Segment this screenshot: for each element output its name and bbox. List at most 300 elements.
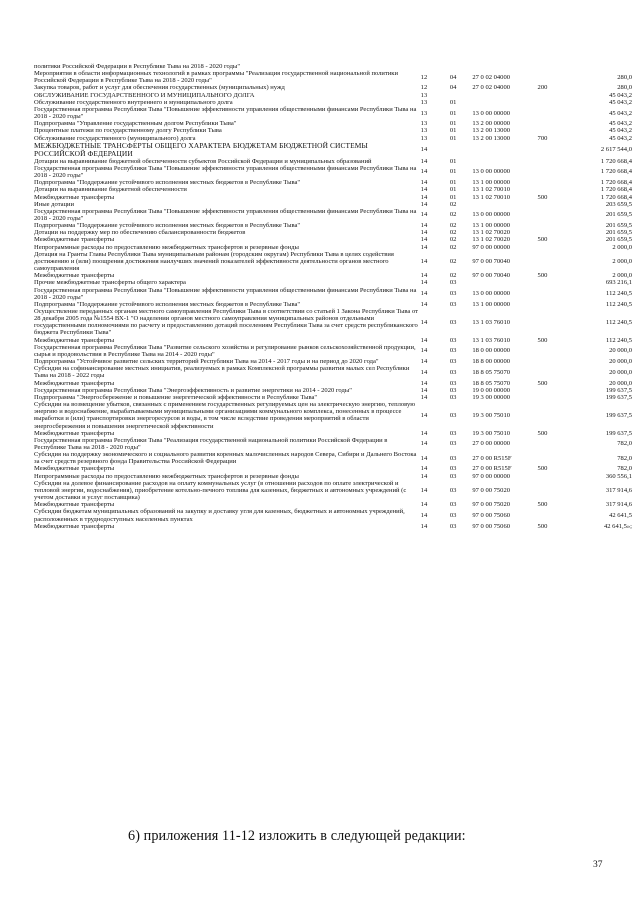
- row-subsection-code: 03: [449, 486, 457, 494]
- row-name: Прочие межбюджетные трансферты общего характера: [34, 279, 186, 287]
- row-target-article-code: 97 0 00 70040: [472, 272, 511, 280]
- row-name: Межбюджетные трансферты: [34, 501, 115, 509]
- row-name: Подпрограмма "Поддержание устойчивого исполнения местных бюджетов в Республике Тыва": [34, 300, 301, 308]
- row-section-code: 12: [420, 73, 428, 81]
- table-row: [34, 222, 632, 229]
- row-expense-type-code: 500: [537, 236, 548, 244]
- row-target-article-code: 13 1 00 00000: [472, 179, 511, 187]
- row-expense-type-code: [538, 158, 567, 165]
- row-subsection-code: 01: [449, 157, 457, 165]
- row-section-code: 14: [420, 501, 428, 509]
- row-expense-type-code: [538, 365, 567, 379]
- row-name: Межбюджетные трансферты: [34, 522, 115, 530]
- row-amount: 317 914,6: [605, 486, 632, 494]
- table-row: [34, 92, 632, 99]
- row-expense-type-code: [538, 251, 567, 272]
- row-expense-type-code: 500: [537, 336, 548, 344]
- row-target-article-code: 13 2 00 00000: [472, 120, 511, 128]
- row-name: Иные дотации: [34, 200, 75, 208]
- row-expense-type-code: [538, 99, 567, 106]
- row-expense-type-code: 500: [537, 522, 548, 530]
- row-subsection-code: 02: [449, 243, 457, 251]
- row-name: Государственная программа Республики Тыва "Развитие сельского хозяйства и регулирование рынков сельскохозяйственной продукции, сырья и продовольствия в Республике Тыва на 2014 - 2020 годы": [34, 343, 416, 358]
- amendment-instruction: 6) приложения 11-12 изложить в следующей редакции:: [128, 828, 466, 844]
- row-name: Субсидия на поддержку экономического и социального развития коренных малочисленных народов Севера, Сибири и Дальнего Востока за счет средств резервного фонда Правительства Российской Федерации: [34, 451, 417, 466]
- table-row: [34, 401, 632, 430]
- row-amount: 20 000,0: [609, 379, 632, 387]
- row-target-article-code: 13 2 00 13000: [472, 134, 511, 142]
- row-subsection-code: 02: [449, 211, 457, 219]
- row-target-article-code: 13 1 02 70020: [472, 236, 511, 244]
- row-expense-type-code: 500: [537, 193, 548, 201]
- row-name: Дотация на Гранты Главы Республики Тыва муниципальным районам (городским округам) Республики Тыва в целях содействия достижению и (или) поощрения достижения наилучших значений показателей эффективности деятельности органов местного самоуправления: [34, 250, 394, 273]
- row-section-code: 14: [420, 179, 428, 187]
- row-section-code: 13: [420, 91, 428, 99]
- row-name: Межбюджетные трансферты: [34, 429, 115, 437]
- row-name: Мероприятия в области информационных технологий в рамках программы "Реализация государственной национальной политики Российской Федерации в Республике Тыва на 2018 - 2020 годы": [34, 70, 398, 85]
- row-subsection-code: 03: [449, 429, 457, 437]
- row-subsection-code: 03: [449, 501, 457, 509]
- row-subsection-code: 03: [449, 358, 457, 366]
- row-target-article-code: 13 1 00 00000: [472, 300, 511, 308]
- row-amount: 2 000,0: [612, 243, 632, 251]
- row-amount: 112 240,5: [606, 318, 632, 326]
- row-target-article-code: 19 3 00 75010: [472, 429, 511, 437]
- row-target-article-code: 97 0 00 75060: [472, 522, 511, 530]
- row-amount: 112 240,5: [606, 300, 632, 308]
- table-row: [34, 120, 632, 127]
- table-row: [34, 127, 632, 134]
- row-subsection-code: 01: [449, 134, 457, 142]
- table-row: [34, 451, 632, 465]
- row-expense-type-code: 700: [537, 134, 548, 142]
- row-expense-type-code: [538, 186, 567, 193]
- row-expense-type-code: 200: [537, 84, 548, 92]
- row-expense-type-code: [538, 279, 567, 286]
- table-row: [34, 430, 632, 437]
- row-target-article-code: 13 2 00 13000: [472, 127, 511, 135]
- row-name: ОБСЛУЖИВАНИЕ ГОСУДАРСТВЕННОГО И МУНИЦИПАЛЬНОГО ДОЛГА: [34, 91, 255, 99]
- table-row: [34, 186, 632, 193]
- row-expense-type-code: [538, 287, 567, 301]
- row-amount: 199 637,5: [605, 386, 632, 394]
- table-row: [34, 70, 632, 84]
- row-target-article-code: 13 1 02 70010: [472, 186, 511, 194]
- row-subsection-code: 03: [449, 511, 457, 519]
- row-name: Процентные платежи по государственному долгу Республики Тыва: [34, 127, 222, 135]
- table-row: [34, 272, 632, 279]
- row-subsection-code: 01: [449, 120, 457, 128]
- row-subsection-code: 01: [449, 98, 457, 106]
- row-section-code: 14: [420, 193, 428, 201]
- row-expense-type-code: [538, 92, 567, 99]
- row-expense-type-code: 500: [537, 272, 548, 280]
- row-name: политики Российской Федерации в Республике Тыва на 2018 - 2020 годы": [34, 63, 241, 70]
- row-section-code: 14: [420, 243, 428, 251]
- row-amount: 1 720 668,4: [600, 179, 632, 187]
- row-amount: 782,0: [617, 454, 632, 462]
- row-name: Закупка товаров, работ и услуг для обеспечения государственных (муниципальных) нужд: [34, 84, 285, 92]
- row-target-article-code: 97 0 00 70040: [472, 257, 511, 265]
- row-expense-type-code: [538, 508, 567, 522]
- row-target-article-code: 13 0 00 00000: [472, 290, 511, 298]
- row-section-code: [421, 63, 450, 70]
- row-amount: 199 637,5: [605, 393, 632, 401]
- row-target-article-code: 13 0 00 00000: [472, 109, 511, 117]
- row-name: Межбюджетные трансферты: [34, 379, 115, 387]
- row-target-article-code: 97 0 00 75060: [472, 511, 511, 519]
- row-name: Субсидия на софинансирование местных инициатив, реализуемых в рамках Комплексной программы развития малых сел Республики Тыва на 2018 - 2022 годы: [34, 365, 410, 380]
- row-name: Обслуживание государственного внутреннего и муниципального долга: [34, 98, 233, 106]
- row-subsection-code: 02: [449, 200, 457, 208]
- row-section-code: 14: [420, 522, 428, 530]
- table-row: [34, 251, 632, 272]
- row-subsection-code: 03: [449, 279, 457, 287]
- row-section-code: 14: [420, 358, 428, 366]
- table-row: [34, 394, 632, 401]
- row-name: Межбюджетные трансферты: [34, 272, 115, 280]
- row-target-article-code: 18 8 00 00000: [472, 358, 511, 366]
- row-subsection-code: 04: [449, 73, 457, 81]
- table-row: [34, 201, 632, 208]
- row-section-code: 14: [420, 272, 428, 280]
- row-section-code: 12: [420, 84, 428, 92]
- table-row: [34, 437, 632, 451]
- table-row: [34, 308, 632, 337]
- row-target-article-code: 97 0 00 75020: [472, 501, 511, 509]
- table-row: [34, 229, 632, 236]
- row-target-article-code: 27 0 02 04000: [472, 73, 511, 81]
- row-amount: 20 000,0: [609, 368, 632, 376]
- table-row: [34, 179, 632, 186]
- row-target-article-code: 97 0 00 00000: [472, 472, 511, 480]
- row-subsection-code: [450, 92, 472, 99]
- table-row: [34, 337, 632, 344]
- row-amount: 45 043,2: [609, 120, 632, 128]
- row-section-code: 14: [420, 300, 428, 308]
- table-row: [34, 279, 632, 286]
- row-name: Межбюджетные трансферты: [34, 465, 115, 473]
- table-row: [34, 480, 632, 501]
- row-expense-type-code: [538, 142, 567, 158]
- row-expense-type-code: [538, 358, 567, 365]
- table-row: [34, 287, 632, 301]
- row-amount: 201 659,5: [605, 211, 632, 219]
- row-subsection-code: 03: [449, 393, 457, 401]
- row-expense-type-code: 500: [537, 465, 548, 473]
- row-section-code: 13: [420, 127, 428, 135]
- row-section-code: 14: [420, 429, 428, 437]
- row-expense-type-code: [538, 387, 567, 394]
- table-row: [34, 106, 632, 120]
- row-name: Государственная программа Республики Тыва "Повышение эффективности управления общественными финансами Республики Тыва на 2018 - 2020 годы": [34, 164, 417, 180]
- row-target-article-code: 97 0 00 00000: [472, 243, 511, 251]
- row-amount: 20 000,0: [609, 358, 632, 366]
- row-expense-type-code: [538, 208, 567, 222]
- row-amount: 2 000,0: [612, 272, 632, 280]
- row-section-code: 14: [420, 336, 428, 344]
- row-name: Межбюджетные трансферты: [34, 336, 115, 344]
- row-expense-type-code: [538, 222, 567, 229]
- table-row: [34, 99, 632, 106]
- row-expense-type-code: [538, 344, 567, 358]
- row-target-article-code: 18 0 00 00000: [472, 347, 511, 355]
- row-section-code: 14: [420, 368, 428, 376]
- row-expense-type-code: 500: [537, 429, 548, 437]
- row-section-code: 14: [420, 200, 428, 208]
- row-section-code: 14: [420, 279, 428, 287]
- row-amount: 45 043,2: [609, 127, 632, 135]
- row-amount: 20 000,0: [609, 347, 632, 355]
- row-expense-type-code: [538, 451, 567, 465]
- row-amount: [567, 63, 632, 70]
- row-amount: 1 720 668,4: [600, 157, 632, 165]
- row-name: Подпрограмма "Энергосбережение и повышение энергетической эффективности в Республике Тыва": [34, 393, 318, 401]
- row-subsection-code: 03: [449, 411, 457, 419]
- row-section-code: 13: [420, 120, 428, 128]
- row-section-code: 14: [420, 347, 428, 355]
- row-subsection-code: [450, 142, 472, 158]
- row-name: Государственная программа Республики Тыва "Повышение эффективности управления общественными финансами Республики Тыва на 2018 - 2020 годы": [34, 207, 417, 222]
- row-name: Непрограммные расходы по предоставлению межбюджетных трансфертов и резервные фонды: [34, 243, 299, 251]
- table-row: [34, 473, 632, 480]
- row-target-article-code: [472, 99, 537, 106]
- row-target-article-code: [472, 201, 537, 208]
- row-subsection-code: 02: [449, 257, 457, 265]
- row-target-article-code: 13 1 02 70020: [472, 229, 511, 237]
- row-section-code: 14: [420, 186, 428, 194]
- row-subsection-code: 02: [449, 272, 457, 280]
- row-target-article-code: 27 0 02 04000: [472, 84, 511, 92]
- row-subsection-code: 03: [449, 379, 457, 387]
- row-expense-type-code: [538, 127, 567, 134]
- row-amount: 45 043,2: [609, 109, 632, 117]
- row-expense-type-code: [538, 120, 567, 127]
- row-amount: 280,0: [617, 84, 632, 92]
- row-name: Осуществление переданных органам местного самоуправления Республики Тыва в соответствии со статьей 1 Закона Республики Тыва от 28 декабря 2005 года №1554 ВХ-1 "О наделении органов местного самоуправления муниципальных районов отдельными государственными полномочиями по расчету и предоставлению дотаций поселениям Республики Тыва за счет средств республиканского бюджета Республики Тыва": [34, 308, 419, 337]
- row-amount: 203 659,5: [605, 200, 632, 208]
- table-row: [34, 158, 632, 165]
- row-section-code: 14: [420, 465, 428, 473]
- row-name: Подпрограмма "Поддержание устойчивого исполнения местных бюджетов в Республике Тыва": [34, 222, 301, 230]
- row-name: Дотации на выравнивание бюджетной обеспеченности: [34, 186, 187, 194]
- table-row: [34, 142, 632, 158]
- table-row: [34, 508, 632, 522]
- row-subsection-code: 03: [449, 347, 457, 355]
- row-section-code: 14: [420, 411, 428, 419]
- table-row: [34, 365, 632, 379]
- row-amount: 112 240,5: [606, 290, 632, 298]
- row-name: Государственная программа Республики Тыва "Энергоэффективность и развитие энергетики на 2014 - 2020 годы": [34, 386, 352, 394]
- row-section-code: 14: [420, 486, 428, 494]
- table-row: [34, 84, 632, 91]
- row-target-article-code: [472, 92, 537, 99]
- row-name: Обслуживание государственного (муниципального) долга: [34, 134, 196, 142]
- row-expense-type-code: [538, 394, 567, 401]
- row-subsection-code: 03: [449, 290, 457, 298]
- row-section-code: 14: [420, 318, 428, 326]
- row-section-code: 14: [420, 440, 428, 448]
- row-section-code: 14: [420, 386, 428, 394]
- row-name: Дотации на выравнивание бюджетной обеспеченности субъектов Российской Федерации и муниципальных образований: [34, 157, 372, 165]
- row-section-code: 14: [420, 379, 428, 387]
- row-expense-type-code: [538, 308, 567, 337]
- row-amount: 1 720 668,4: [600, 186, 632, 194]
- table-row: [34, 236, 632, 243]
- row-expense-type-code: 500: [537, 501, 548, 509]
- row-expense-type-code: [538, 63, 567, 70]
- row-subsection-code: 01: [449, 193, 457, 201]
- row-section-code: 14: [420, 257, 428, 265]
- row-expense-type-code: [538, 244, 567, 251]
- row-amount: 201 659,5: [605, 222, 632, 230]
- row-expense-type-code: [538, 106, 567, 120]
- page-number: 37: [593, 860, 603, 870]
- row-expense-type-code: 500: [537, 379, 548, 387]
- row-amount: 201 659,5: [605, 236, 632, 244]
- row-target-article-code: 97 0 00 75020: [472, 486, 511, 494]
- row-subsection-code: 03: [449, 300, 457, 308]
- row-subsection-code: 03: [449, 386, 457, 394]
- row-name: Межбюджетные трансферты: [34, 236, 115, 244]
- row-amount: 45 043,2: [609, 91, 632, 99]
- row-target-article-code: 13 1 02 70010: [472, 193, 511, 201]
- row-target-article-code: 18 8 05 75070: [472, 379, 511, 387]
- row-amount: 199 637,5: [605, 429, 632, 437]
- row-name: Непрограммные расходы по предоставлению межбюджетных трансфертов и резервные фонды: [34, 472, 299, 480]
- row-name: Подпрограмма "Устойчивое развитие сельских территорий Республики Тыва на 2014 - 2017 годы и на период до 2020 года": [34, 358, 379, 366]
- row-expense-type-code: [538, 437, 567, 451]
- row-amount: 280,0: [617, 73, 632, 81]
- row-target-article-code: 27 0 00 R515F: [472, 465, 512, 473]
- row-amount: 42 641,5: [609, 511, 632, 519]
- row-section-code: 14: [420, 454, 428, 462]
- row-subsection-code: 01: [449, 109, 457, 117]
- row-target-article-code: 13 1 00 00000: [472, 222, 511, 230]
- row-name: Подпрограмма "Управление государственным долгом Республики Тыва": [34, 120, 237, 128]
- row-name: Субсидии бюджетам муниципальных образований на закупку и доставку угля для казенных, бюджетных и автономных учреждений, расположенных в труднодоступных населенных пунктах: [34, 508, 405, 523]
- table-row: [34, 208, 632, 222]
- table-row: [34, 380, 632, 387]
- row-expense-type-code: [538, 229, 567, 236]
- row-amount: 201 659,5: [605, 229, 632, 237]
- row-subsection-code: 01: [449, 168, 457, 176]
- table-row: [34, 387, 632, 394]
- row-expense-type-code: [538, 179, 567, 186]
- row-name: Субсидии на возмещение убытков, связанных с применением государственных регулируемых цен на электрическую энергию, тепловую энергию и водоснабжение, вырабатываемыми муниципальными организациями коммунального комплекса, понесенных в процессе выработки и (или) транспортировки энергоресурсов и воды, в том числе вследствие проведения мероприятий в области энергосбережения и повышения энергетической эффективности: [34, 401, 416, 430]
- row-name: Государственная программа Республики Тыва "Повышение эффективности управления общественными финансами Республики Тыва на 2018 - 2020 годы": [34, 286, 417, 301]
- row-expense-type-code: [538, 401, 567, 430]
- row-name: Межбюджетные трансферты: [34, 193, 115, 201]
- row-subsection-code: 01: [449, 127, 457, 135]
- row-amount: 45 043,2: [609, 98, 632, 106]
- row-subsection-code: 02: [449, 229, 457, 237]
- row-subsection-code: 01: [449, 186, 457, 194]
- row-amount: 782,0: [617, 465, 632, 473]
- row-section-code: 14: [420, 472, 428, 480]
- row-name: МЕЖБЮДЖЕТНЫЕ ТРАНСФЕРТЫ ОБЩЕГО ХАРАКТЕРА БЮДЖЕТАМ БЮДЖЕТНОЙ СИСТЕМЫ РОССИЙСКОЙ ФЕДЕРАЦИИ: [34, 140, 368, 158]
- row-target-article-code: 27 0 00 R515F: [472, 454, 512, 462]
- row-name: Субсидии на долевое финансирование расходов на оплату коммунальных услуг (в отношении расходов по оплате электрической и тепловой энергии, водоснабжения), приобретение котельно-печного топлива для казенных, бюджетных и автономных учреждений (с учетом доставки и услуг поставщика): [34, 479, 407, 502]
- row-section-code: 14: [420, 229, 428, 237]
- row-expense-type-code: [538, 201, 567, 208]
- row-amount: 360 556,1: [605, 472, 632, 480]
- budget-table-body: [34, 63, 632, 530]
- table-row: [34, 63, 632, 70]
- row-name: Государственная программа Республики Тыва "Реализация государственной национальной политики Российской Федерации в Республике Тыва на 2018 - 2020 годы": [34, 436, 388, 451]
- row-section-code: 14: [420, 222, 428, 230]
- row-subsection-code: 03: [449, 318, 457, 326]
- row-target-article-code: 13 0 00 00000: [472, 168, 511, 176]
- row-name: Дотации на поддержку мер по обеспечению сбалансированности бюджетов: [34, 229, 246, 237]
- table-row: [34, 165, 632, 179]
- row-target-article-code: 13 1 03 76010: [472, 336, 511, 344]
- row-target-article-code: [472, 158, 537, 165]
- row-amount: 1 720 668,4: [600, 168, 632, 176]
- row-section-code: 14: [420, 290, 428, 298]
- row-target-article-code: 18 8 05 75070: [472, 368, 511, 376]
- row-amount: 112 240,5: [606, 336, 632, 344]
- table-row: [34, 501, 632, 508]
- table-row: [34, 301, 632, 308]
- row-amount: 199 637,5: [605, 411, 632, 419]
- row-name: Подпрограмма "Поддержание устойчивого исполнения местных бюджетов в Республике Тыва": [34, 179, 301, 187]
- row-target-article-code: [472, 63, 537, 70]
- row-expense-type-code: [538, 165, 567, 179]
- row-amount: 317 914,6: [605, 501, 632, 509]
- row-subsection-code: [450, 63, 472, 70]
- row-section-code: 14: [420, 157, 428, 165]
- budget-table: [34, 63, 632, 530]
- row-subsection-code: 02: [449, 236, 457, 244]
- table-row: [34, 358, 632, 365]
- row-expense-type-code: [538, 301, 567, 308]
- table-row: [34, 244, 632, 251]
- table-row: [34, 344, 632, 358]
- row-section-code: 14: [420, 146, 428, 154]
- row-section-code: 14: [420, 511, 428, 519]
- row-target-article-code: 13 1 03 76010: [472, 318, 511, 326]
- row-section-code: 14: [420, 236, 428, 244]
- row-subsection-code: 03: [449, 522, 457, 530]
- row-target-article-code: 27 0 00 00000: [472, 440, 511, 448]
- row-amount: 2 617 544,0: [600, 146, 632, 154]
- row-name: Государственная программа Республики Тыва "Повышение эффективности управления общественными финансами Республики Тыва на 2018 - 2020 годы": [34, 105, 417, 121]
- row-section-code: 14: [420, 211, 428, 219]
- row-target-article-code: 13 0 00 00000: [472, 211, 511, 219]
- row-section-code: 13: [420, 109, 428, 117]
- row-section-code: 14: [420, 168, 428, 176]
- row-subsection-code: 03: [449, 368, 457, 376]
- row-expense-type-code: [538, 480, 567, 501]
- row-target-article-code: 19 3 00 75010: [472, 411, 511, 419]
- row-subsection-code: 03: [449, 440, 457, 448]
- row-section-code: 13: [420, 98, 428, 106]
- row-expense-type-code: [538, 70, 567, 84]
- row-amount: 693 216,1: [605, 279, 632, 287]
- row-subsection-code: 02: [449, 222, 457, 230]
- row-subsection-code: 03: [449, 472, 457, 480]
- row-subsection-code: 01: [449, 179, 457, 187]
- row-subsection-code: 03: [449, 465, 457, 473]
- row-amount: 42 641,5»;: [603, 522, 632, 530]
- row-amount: 45 043,2: [609, 134, 632, 142]
- row-section-code: 14: [420, 393, 428, 401]
- table-row: [34, 523, 632, 530]
- row-amount: 1 720 668,4: [600, 193, 632, 201]
- row-amount: 782,0: [617, 440, 632, 448]
- table-row: [34, 194, 632, 201]
